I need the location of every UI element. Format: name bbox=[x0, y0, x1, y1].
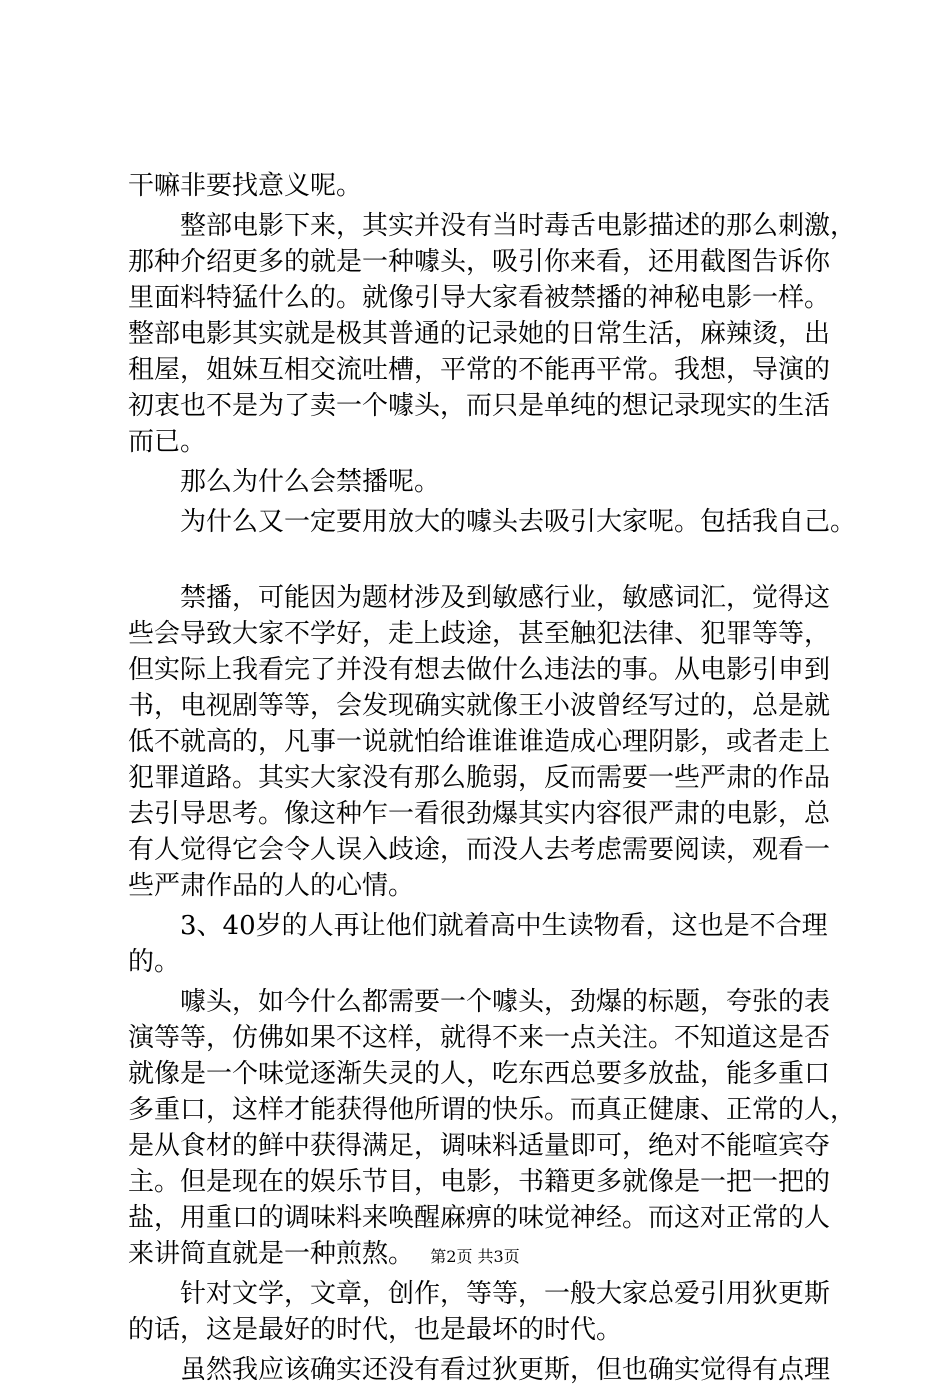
text-line: 针对文学，文章，创作，等等，一般大家总爱引用狄更斯 bbox=[128, 1279, 831, 1309]
text-line: 低不就高的，凡事一说就怕给谁谁谁造成心理阴影，或者走上 bbox=[128, 727, 831, 757]
document-body bbox=[128, 168, 857, 1388]
text-line: 来讲简直就是一种煎熬。 bbox=[128, 1239, 415, 1269]
text-line: 初衷也不是为了卖一个噱头，而只是单纯的想记录现实的生活 bbox=[128, 391, 831, 421]
text-line: 为什么又一定要用放大的噱头去吸引大家呢。包括我自己。 bbox=[128, 507, 857, 537]
text-line: 是从食材的鲜中获得满足，调味料适量即可，绝对不能喧宾夺 bbox=[128, 1131, 831, 1161]
text-line: 的话，这是最好的时代，也是最坏的时代。 bbox=[128, 1315, 623, 1345]
text-line: 主。但是现在的娱乐节目，电影，书籍更多就像是一把一把的 bbox=[128, 1167, 831, 1197]
text-line: 租屋，姐妹互相交流吐槽，平常的不能再平常。我想，导演的 bbox=[128, 355, 831, 385]
text-line: 些会导致大家不学好，走上歧途，甚至触犯法律、犯罪等等， bbox=[128, 619, 831, 649]
text-line: 禁播，可能因为题材涉及到敏感行业，敏感词汇，觉得这 bbox=[128, 583, 831, 613]
text-line: 虽然我应该确实还没有看过狄更斯，但也确实觉得有点理 bbox=[128, 1355, 831, 1385]
text-line: 就像是一个味觉逐渐失灵的人，吃东西总要多放盐，能多重口 bbox=[128, 1059, 831, 1089]
text-line: 书，电视剧等等，会发现确实就像王小波曾经写过的，总是就 bbox=[128, 691, 831, 721]
text-line: 有人觉得它会令人误入歧途，而没人去考虑需要阅读，观看一 bbox=[128, 835, 831, 865]
text-line: 演等等，仿佛如果不这样，就得不来一点关注。不知道这是否 bbox=[128, 1023, 831, 1053]
text-line: 3、40岁的人再让他们就着高中生读物看，这也是不合理 bbox=[128, 911, 828, 941]
text-line: 犯罪道路。其实大家没有那么脆弱，反而需要一些严肃的作品 bbox=[128, 763, 831, 793]
text-line: 里面料特猛什么的。就像引导大家看被禁播的神秘电影一样。 bbox=[128, 283, 831, 313]
text-line: 盐，用重口的调味料来唤醒麻痹的味觉神经。而这对正常的人 bbox=[128, 1203, 831, 1233]
text-line: 整部电影下来，其实并没有当时毒舌电影描述的那么刺激， bbox=[128, 211, 857, 241]
text-line: 噱头，如今什么都需要一个噱头，劲爆的标题，夸张的表 bbox=[128, 987, 831, 1017]
text-line: 的。 bbox=[128, 947, 181, 977]
page-number-footer: 第2页 共3页 bbox=[430, 1247, 520, 1266]
text-line: 干嘛非要找意义呢。 bbox=[128, 171, 363, 201]
text-line: 些严肃作品的人的心情。 bbox=[128, 871, 415, 901]
text-line: 多重口，这样才能获得他所谓的快乐。而真正健康、正常的人， bbox=[128, 1095, 857, 1125]
text-line: 去引导思考。像这种乍一看很劲爆其实内容很严肃的电影，总 bbox=[128, 799, 831, 829]
text-line: 那么为什么会禁播呢。 bbox=[128, 467, 441, 497]
text-line: 而已。 bbox=[128, 427, 207, 457]
text-line: 整部电影其实就是极其普通的记录她的日常生活，麻辣烫，出 bbox=[128, 319, 831, 349]
text-line: 那种介绍更多的就是一种噱头，吸引你来看，还用截图告诉你 bbox=[128, 247, 831, 277]
text-line: 但实际上我看完了并没有想去做什么违法的事。从电影引申到 bbox=[128, 655, 831, 685]
